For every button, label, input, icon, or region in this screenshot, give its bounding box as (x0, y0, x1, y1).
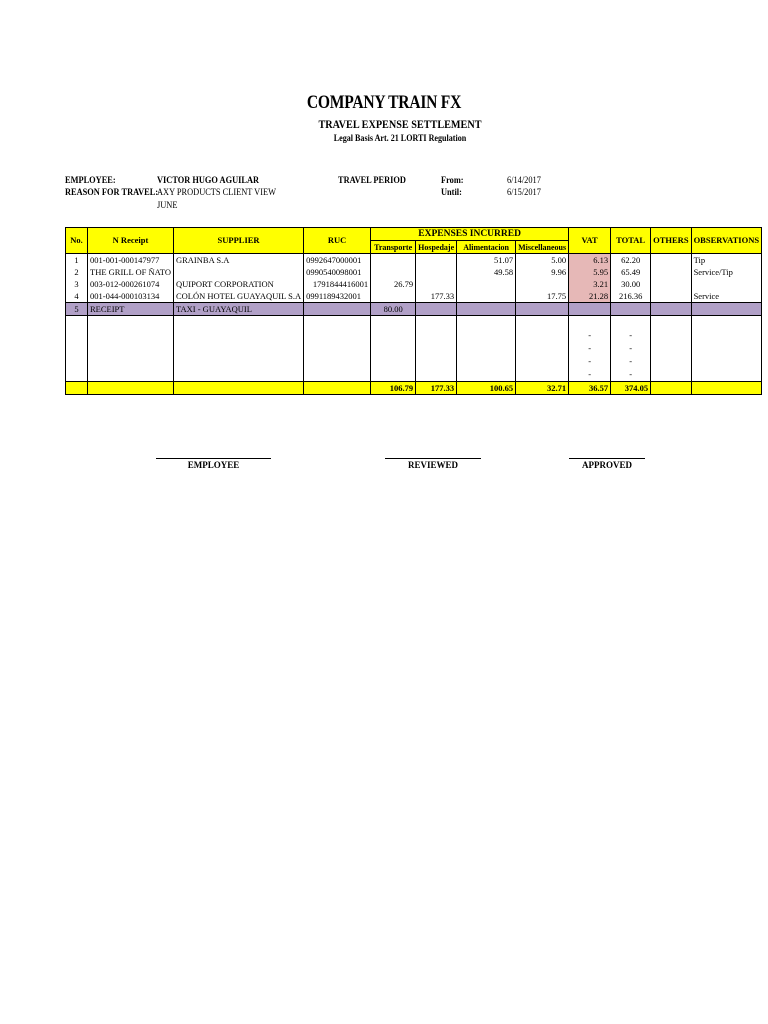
row-total: 30.00 (611, 278, 651, 290)
row-supplier: GRAINBA S.A (173, 254, 303, 267)
row-ruc: 0991189432001 (304, 290, 371, 303)
col-header-total: TOTAL (611, 228, 651, 254)
vat-dash: - (569, 355, 611, 368)
row-others (651, 278, 691, 290)
row-total: 216.36 (611, 290, 651, 303)
row-no: 3 (66, 278, 88, 290)
row-transporte: 80.00 (371, 303, 416, 316)
reviewed-signature-line (385, 458, 481, 459)
total-misc: 32.71 (516, 382, 569, 395)
from-date: 6/14/2017 (507, 176, 541, 186)
row-supplier: COLÓN HOTEL GUAYAQUIL S.A (173, 290, 303, 303)
row-no: 2 (66, 266, 88, 278)
row-no: 1 (66, 254, 88, 267)
approved-signature-label: APPROVED (582, 460, 632, 470)
table-row (66, 266, 762, 278)
row-observations: Service/Tip (691, 266, 762, 278)
row-ruc: 1791844416001 (304, 278, 371, 290)
col-header-others: OTHERS (651, 228, 691, 254)
row-alimentacion (457, 278, 516, 290)
total-hospedaje: 177.33 (416, 382, 457, 395)
col-header-expenses: EXPENSES INCURRED (371, 228, 569, 241)
company-title: COMPANY TRAIN FX (306, 92, 462, 113)
total-dash: - (611, 368, 651, 382)
highlighted-row (66, 303, 762, 316)
row-ruc: 0992647000001 (304, 254, 371, 267)
blank-row (66, 316, 762, 330)
col-header-vat: VAT (569, 228, 611, 254)
total-dash: - (611, 342, 651, 355)
until-label: Until: (441, 188, 462, 198)
col-header-supplier: SUPPLIER (173, 228, 303, 254)
row-supplier: QUIPORT CORPORATION (173, 278, 303, 290)
col-header-transporte: Transporte (371, 241, 416, 254)
total-dash: - (611, 329, 651, 342)
row-supplier: TAXI - GUAYAQUIL (173, 303, 303, 316)
reviewed-signature-label: REVIEWED (407, 460, 458, 470)
vat-dash: - (569, 342, 611, 355)
row-misc: 17.75 (516, 290, 569, 303)
legal-basis: Legal Basis Art. 21 LORTI Regulation (333, 134, 467, 144)
row-supplier (173, 266, 303, 278)
row-vat: 3.21 (569, 278, 611, 290)
row-no: 4 (66, 290, 88, 303)
row-observations: Tip (691, 254, 762, 267)
row-misc (516, 278, 569, 290)
row-hospedaje (416, 254, 457, 267)
totals-row (66, 382, 762, 395)
table-row (66, 290, 762, 303)
row-observations: Service (691, 290, 762, 303)
row-receipt: 003-012-000261074 (88, 278, 174, 290)
row-others (651, 254, 691, 267)
row-no: 5 (66, 303, 88, 316)
vat-dash: - (569, 368, 611, 382)
row-hospedaje (416, 266, 457, 278)
row-vat: 6.13 (569, 254, 611, 267)
row-misc: 5.00 (516, 254, 569, 267)
row-others (651, 290, 691, 303)
row-ruc: 0990540098001 (304, 266, 371, 278)
col-header-ruc: RUC (304, 228, 371, 254)
col-header-receipt: N Receipt (88, 228, 174, 254)
row-alimentacion: 51.07 (457, 254, 516, 267)
row-receipt: 001-001-000147977 (88, 254, 174, 267)
col-header-no: No. (66, 228, 88, 254)
row-others (651, 266, 691, 278)
total-transporte: 106.79 (371, 382, 416, 395)
col-header-misc: Miscellaneous (516, 241, 569, 254)
blank-row (66, 342, 762, 355)
col-header-observations: OBSERVATIONS (691, 228, 762, 254)
vat-dash: - (569, 329, 611, 342)
row-transporte (371, 290, 416, 303)
row-transporte (371, 254, 416, 267)
employee-value: VICTOR HUGO AGUILAR (157, 176, 260, 186)
row-observations (691, 278, 762, 290)
col-header-hospedaje: Hospedaje (416, 241, 457, 254)
row-vat: 21.28 (569, 290, 611, 303)
row-total: 62.20 (611, 254, 651, 267)
blank-row (66, 355, 762, 368)
row-vat: 5.95 (569, 266, 611, 278)
approved-signature-line (569, 458, 645, 459)
row-receipt: 001-044-000103134 (88, 290, 174, 303)
reason-label: REASON FOR TRAVEL: (65, 188, 159, 198)
row-alimentacion (457, 290, 516, 303)
row-alimentacion: 49.58 (457, 266, 516, 278)
travel-period-label: TRAVEL PERIOD (338, 176, 406, 186)
row-transporte (371, 266, 416, 278)
total-alimentacion: 100.65 (457, 382, 516, 395)
row-receipt: RECEIPT (88, 303, 174, 316)
until-date: 6/15/2017 (507, 188, 541, 198)
reason-value-2: JUNE (157, 201, 178, 211)
row-misc: 9.96 (516, 266, 569, 278)
table-row (66, 278, 762, 290)
reason-value: AXY PRODUCTS CLIENT VIEW (157, 188, 276, 198)
document-subtitle: TRAVEL EXPENSE SETTLEMENT (318, 117, 482, 131)
row-receipt: THE GRILL OF ÑATO (88, 266, 174, 278)
total-total: 374.05 (611, 382, 651, 395)
total-vat: 36.57 (569, 382, 611, 395)
table-row (66, 254, 762, 267)
employee-signature-label: EMPLOYEE (187, 460, 240, 470)
employee-signature-line (156, 458, 271, 459)
row-hospedaje (416, 278, 457, 290)
row-transporte: 26.79 (371, 278, 416, 290)
blank-row (66, 368, 762, 382)
total-dash: - (611, 355, 651, 368)
row-hospedaje: 177.33 (416, 290, 457, 303)
employee-label: EMPLOYEE: (65, 176, 116, 186)
row-total: 65.49 (611, 266, 651, 278)
expense-table (65, 227, 762, 395)
from-label: From: (441, 176, 464, 186)
col-header-alimentacion: Alimentacion (457, 241, 516, 254)
blank-row (66, 329, 762, 342)
